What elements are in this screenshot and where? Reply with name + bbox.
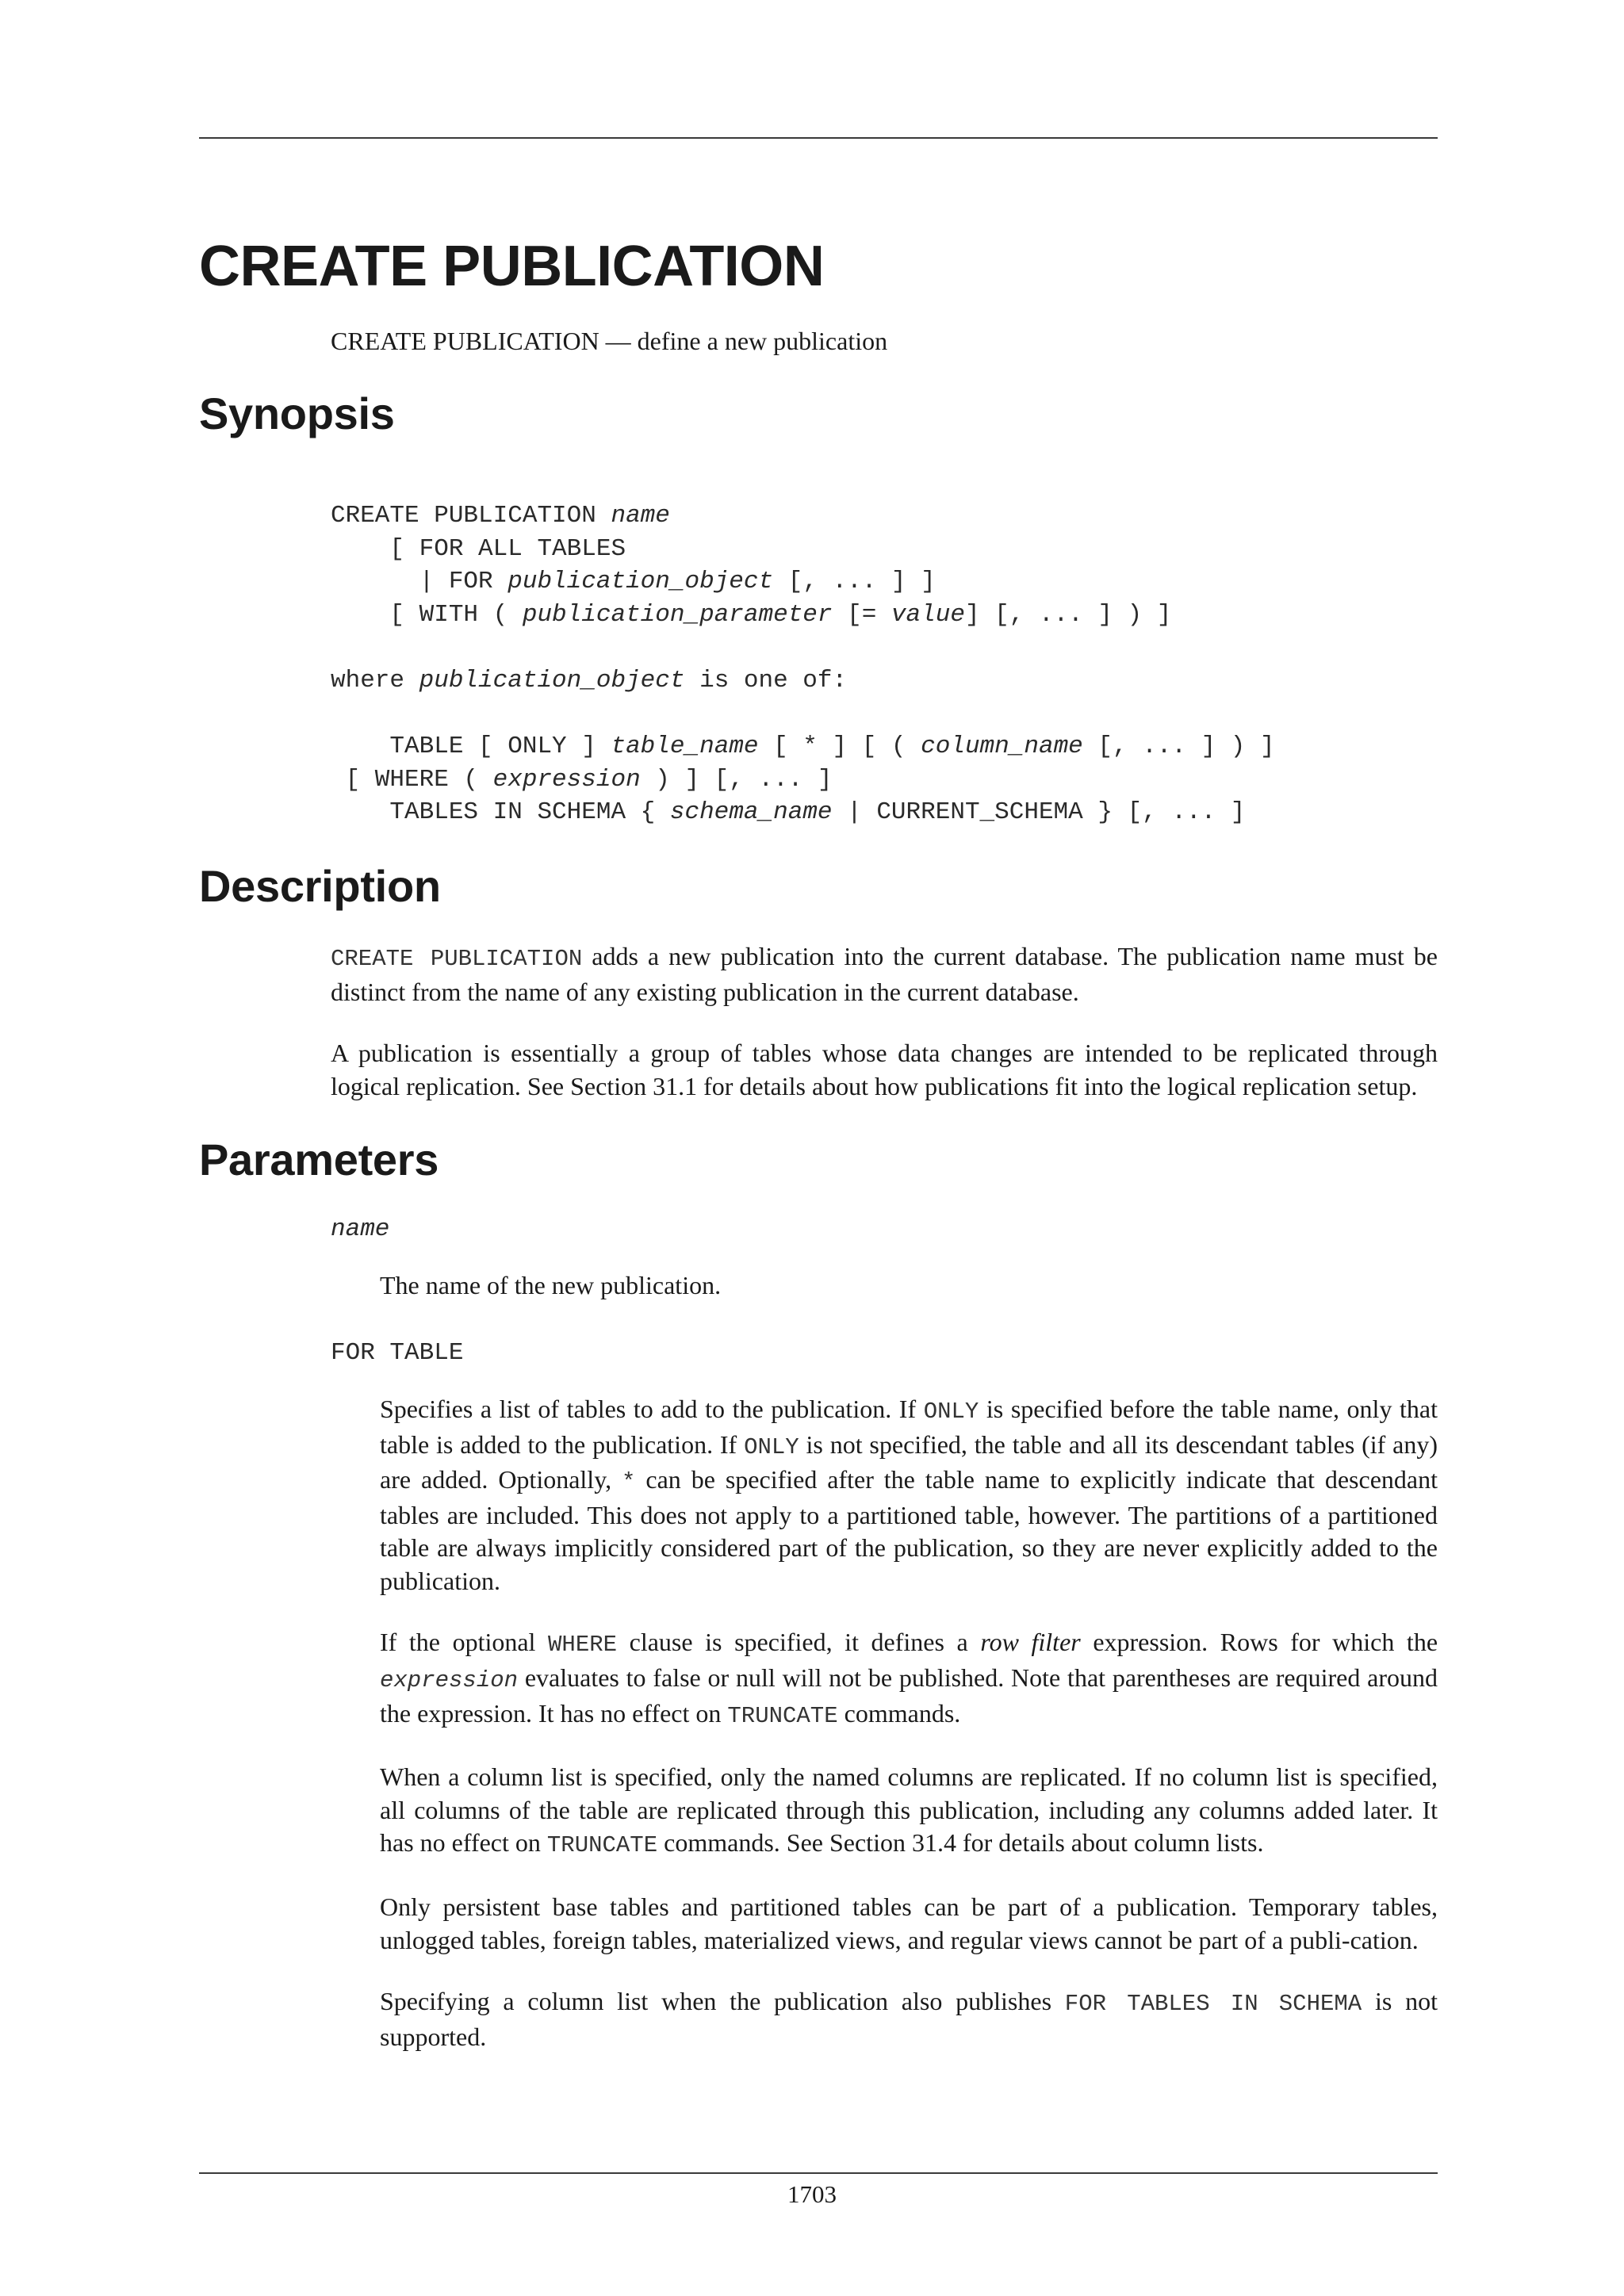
parameter-definition [380,1393,1438,1598]
paragraph-text: adds a new publication into the current database. The publication name must be distinct from the name of any existing publication in the current database. [331,941,1438,1006]
synopsis-text: ] [, ... ] ) ] [964,600,1172,629]
inline-code: * [622,1469,636,1496]
synopsis-text: TABLE [ ONLY ] [331,733,611,761]
parameters-heading: Parameters [199,1135,439,1185]
synopsis-heading: Synopsis [199,388,395,438]
description-paragraph [331,1037,1438,1103]
synopsis-text: [ WHERE ( [331,765,493,794]
term-text: FOR TABLE [331,1338,464,1367]
synopsis-text: [ FOR ALL TABLES [331,534,626,563]
paragraph-text: commands. See Section 31.4 for details about column lists. [657,1828,1264,1858]
description-heading: Description [199,860,441,911]
paragraph-text: clause is specified, it defines a [617,1628,981,1657]
synopsis-replaceable: publication_object [508,568,774,596]
parameter-definition [380,1891,1438,1957]
refpurpose-command: CREATE PUBLICATION [331,327,599,355]
inline-code: TRUNCATE [546,1832,658,1859]
paragraph-text: is specified before the table name, only that table is added to the publication. If [380,1394,1438,1459]
paragraph-text: Only persistent base tables and partitioned tables can be part of a publication. Temporary tables, unlogged tables, foreign tables, materialized views, and regular views cannot be part of a publi-cation. [380,1892,1438,1954]
synopsis-replaceable: column_name [921,733,1083,761]
paragraph-text: is not supported. [380,1987,1438,2051]
paragraph-text: commands. [837,1698,961,1728]
synopsis-text: ) ] [, ... ] [640,765,833,794]
parameter-definition [380,1761,1438,1862]
description-paragraph [331,940,1438,1008]
parameter-definition [380,1985,1438,2053]
paragraph-text: evaluates to false or null will not be published. Note that parentheses are required around the expression. It has no effect on [380,1663,1438,1728]
synopsis-replaceable: value [891,600,965,629]
paragraph-text: expression. Rows for which the [1080,1628,1438,1657]
synopsis-text: | FOR [331,568,508,596]
footer-rule [199,2172,1438,2174]
synopsis-text: [= [832,600,891,629]
inline-code: expression [380,1667,519,1694]
synopsis-replaceable: publication_object [419,666,685,695]
synopsis-text: where [331,666,419,695]
term-text: name [331,1215,390,1244]
synopsis-replaceable: schema_name [669,798,833,827]
inline-code: ONLY [923,1398,979,1425]
paragraph-text: A publication is essentially a group of tables whose data changes are intended to be replicated through logical replication. See Section 31.1 for details about how publications fit into the logical replication setup. [331,1039,1438,1100]
parameter-term-for-table [331,1337,1438,1369]
synopsis-text: TABLES IN SCHEMA { [331,798,670,827]
header-rule [199,137,1438,139]
paragraph-text: The name of the new publication. [380,1271,722,1300]
synopsis-text: | CURRENT_SCHEMA } [, ... ] [832,798,1246,827]
page-number: 1703 [787,2180,837,2208]
paragraph-text: Specifying a column list when the publication also publishes [380,1987,1065,2016]
refpurpose-separator: — [599,327,638,355]
synopsis-text: [, ... ] ) ] [1082,733,1275,761]
parameter-definition [380,1269,1438,1303]
emphasis-text: row filter [980,1628,1081,1657]
inline-code: WHERE [548,1632,618,1659]
synopsis-text: CREATE PUBLICATION [331,502,611,530]
synopsis-replaceable: expression [492,765,641,794]
synopsis-text: [ WITH ( [331,600,523,629]
refpurpose-text: define a new publication [637,327,888,355]
paragraph-text: Specifies a list of tables to add to the publication. If [380,1394,924,1423]
paragraph-text: If the optional [380,1628,549,1657]
inline-code: FOR TABLES IN SCHEMA [1064,1991,1362,2018]
synopsis-text: is one of: [684,666,848,695]
inline-code: ONLY [744,1433,799,1460]
synopsis-code [331,499,1438,829]
synopsis-text: [ * ] [ ( [758,733,921,761]
synopsis-text: [, ... ] ] [773,568,936,596]
page-title: CREATE PUBLICATION [199,235,825,298]
inline-code: TRUNCATE [727,1702,838,1729]
synopsis-replaceable: name [611,502,670,530]
synopsis-replaceable: publication_parameter [522,600,833,629]
paragraph-text: When a column list is specified, only the named columns are replicated. If no column list is specified, all columns of the table are replicated through this publication, including any columns added later. It has no effect on [380,1762,1438,1858]
synopsis-replaceable: table_name [611,733,759,761]
inline-code: CREATE PUBLICATION [331,945,583,972]
parameter-term-name [331,1214,1438,1246]
refpurpose [331,325,1438,357]
paragraph-text: is not specified, the table and all its descendant tables (if any) are added. Optionally, [380,1429,1438,1494]
page-content [199,235,1438,2053]
parameter-definition [380,1626,1438,1732]
paragraph-text: can be specified after the table name to explicitly indicate that descendant tables are included. This does not apply to a partitioned table, however. The partitions of a partitioned table are always implicitly considered part of the publication, so they are never explicitly added to the publication. [380,1465,1438,1595]
